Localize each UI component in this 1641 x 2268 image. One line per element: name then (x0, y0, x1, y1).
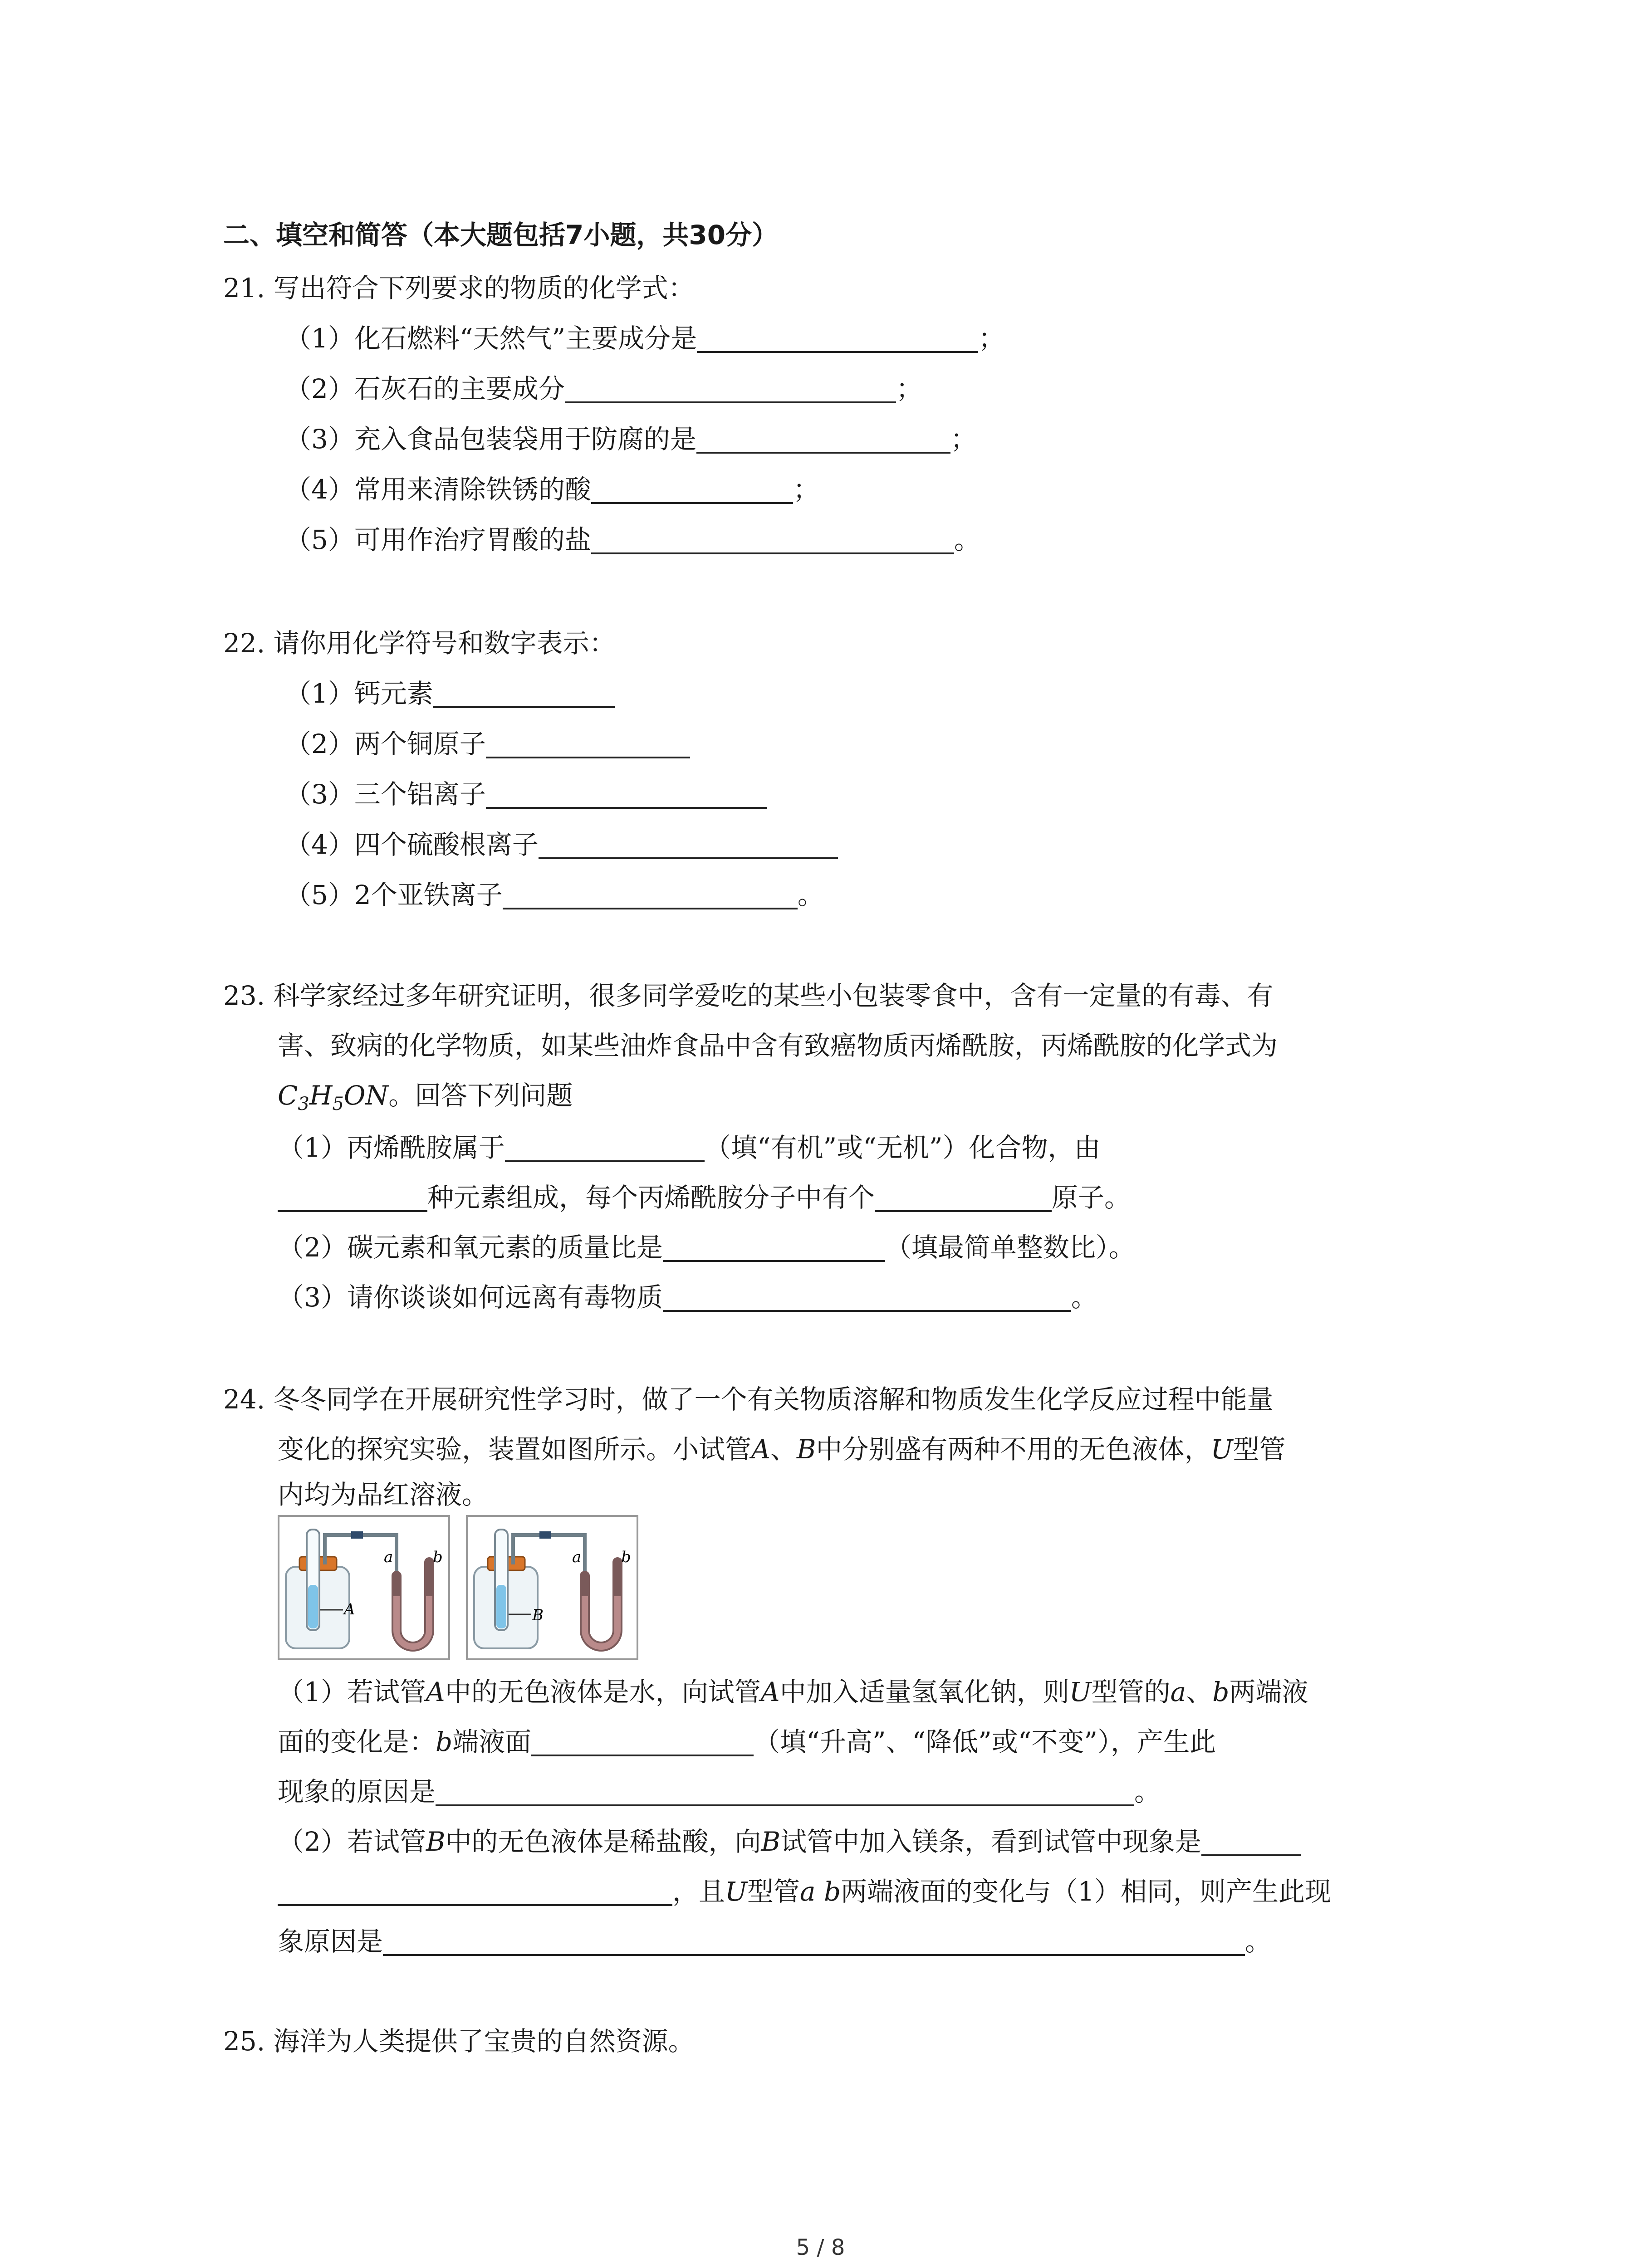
label-a: a (572, 1548, 582, 1566)
q24-p2-l2c: 两端液面的变化与（1）相同，则产生此现 (841, 1876, 1331, 1907)
var-u: U (1069, 1677, 1092, 1707)
q24-p2-l1a: （2）若试管 (278, 1826, 426, 1857)
q24-part-1-line-2 (278, 1724, 1216, 1760)
q24-p2-l1c: 试管中加入镁条，看到试管中现象是 (780, 1826, 1202, 1857)
q23-p2a: （2）碳元素和氧元素的质量比是 (278, 1232, 663, 1263)
answer-blank[interactable] (436, 1776, 1134, 1806)
answer-blank[interactable] (503, 880, 798, 909)
q23-p1b: （填“有机”或“无机”）化合物，由 (704, 1132, 1101, 1163)
q23-part-3 (278, 1279, 1097, 1315)
q24-part-2-line-2 (278, 1873, 1331, 1910)
q22-item-5-end: 。 (797, 880, 824, 910)
var-b: B (761, 1826, 781, 1857)
q24-p1-l1e: 两端液 (1229, 1677, 1308, 1707)
q23-p3a: （3）请你谈谈如何远离有毒物质 (278, 1282, 663, 1313)
q21-item-4 (285, 471, 819, 508)
q24-line-3: 内均为品红溶液。 (278, 1479, 489, 1510)
answer-blank[interactable] (875, 1182, 1052, 1212)
answer-blank[interactable] (1201, 1826, 1301, 1856)
q24-p1-l2a: 面的变化是： (278, 1726, 436, 1757)
q23-p1d: 原子。 (1052, 1182, 1131, 1213)
q22-stem: 22. 请你用化学符号和数字表示： (223, 628, 616, 659)
q24-p1-l3a: 现象的原因是 (278, 1776, 436, 1807)
q21-item-1-text: （1）化石燃料“天然气”主要成分是 (285, 323, 697, 354)
var-a: A (426, 1677, 445, 1707)
q24-part-1-line-1 (278, 1674, 1308, 1710)
q21-item-5 (285, 522, 980, 558)
q22-item-1 (285, 675, 615, 712)
var-a: A (751, 1434, 770, 1465)
q22-item-5 (285, 877, 824, 913)
q21-item-5-end: 。 (954, 524, 980, 555)
var-a-lower: a (799, 1876, 816, 1907)
q24-line-1: 24. 冬冬同学在开展研究性学习时，做了一个有关物质溶解和物质发生化学反应过程中能量 (223, 1384, 1274, 1415)
clamp-icon (351, 1531, 363, 1539)
q21-item-5-text: （5）可用作治疗胃酸的盐 (285, 524, 591, 555)
var-b: B (426, 1826, 446, 1857)
q21-item-2-text: （2）石灰石的主要成分 (285, 373, 565, 404)
q23-part-1-line-2 (278, 1179, 1131, 1216)
formula-h: H (309, 1080, 333, 1111)
q24-p2-l2b: 型管 (747, 1876, 800, 1907)
answer-blank[interactable] (591, 474, 793, 504)
apparatus-a-drawing (279, 1517, 448, 1658)
answer-blank[interactable] (663, 1232, 885, 1262)
u-tube-icon (585, 1562, 617, 1647)
formula-c-sub: 3 (298, 1094, 309, 1114)
answer-blank[interactable] (539, 829, 838, 859)
q24-p1-l1a: （1）若试管 (278, 1677, 426, 1707)
q23-line-3 (278, 1077, 573, 1114)
answer-blank[interactable] (383, 1926, 1245, 1956)
q21-stem: 21. 写出符合下列要求的物质的化学式： (223, 273, 695, 303)
var-b-lower: b (436, 1726, 453, 1757)
q24-p2-l2a: ，且 (672, 1876, 725, 1907)
q23-line-2: 害、致病的化学物质，如某些油炸食品中含有致癌物质丙烯酰胺，丙烯酰胺的化学式为 (278, 1030, 1278, 1061)
q21-item-3 (285, 421, 977, 457)
separator: 、 (1186, 1677, 1213, 1707)
q24-p1-l1d: 型管的 (1091, 1677, 1171, 1707)
answer-blank[interactable] (565, 373, 896, 403)
q22-item-4 (285, 826, 838, 863)
u-tube-icon (397, 1562, 429, 1647)
q24-p1-l2b: 端液面 (452, 1726, 532, 1757)
q24-p2-l3a: 象原因是 (278, 1926, 383, 1957)
q24-part-2-line-3 (278, 1923, 1271, 1960)
q22-item-5-text: （5）2个亚铁离子 (285, 880, 503, 910)
tube-liquid (496, 1585, 506, 1628)
answer-blank[interactable] (591, 524, 954, 554)
q23-p1a: （1）丙烯酰胺属于 (278, 1132, 505, 1163)
var-b-lower: b (823, 1876, 841, 1907)
q22-item-2-text: （2）两个铜原子 (285, 728, 486, 759)
q21-item-3-text: （3）充入食品包装袋用于防腐的是 (285, 424, 696, 455)
var-a: A (760, 1677, 780, 1707)
answer-blank[interactable] (505, 1132, 705, 1162)
answer-blank[interactable] (531, 1726, 754, 1756)
q24-part-1-line-3 (278, 1774, 1161, 1810)
q21-item-4-text: （4）常用来清除铁锈的酸 (285, 474, 591, 505)
q24-p1-l1c: 中加入适量氢氧化钠，则 (779, 1677, 1069, 1707)
q24-p2-l1b: 中的无色液体是稀盐酸，向 (445, 1826, 761, 1857)
label-a-tube: A (344, 1600, 355, 1618)
section-title: 二、填空和简答（本大题包括7小题，共30分） (223, 220, 779, 250)
formula (278, 1080, 389, 1114)
answer-blank[interactable] (663, 1282, 1071, 1312)
answer-blank[interactable] (696, 424, 950, 454)
q21-item-1 (285, 320, 1004, 357)
q24-p1-l1b: 中的无色液体是水，向试管 (445, 1677, 761, 1707)
q25-stem: 25. 海洋为人类提供了宝贵的自然资源。 (223, 2026, 695, 2057)
apparatus-b-drawing (468, 1517, 637, 1658)
q24-p2-l3b: 。 (1245, 1926, 1272, 1957)
label-b-tube: B (532, 1606, 544, 1624)
tube-liquid (308, 1585, 318, 1628)
label-b: b (621, 1548, 631, 1566)
answer-blank[interactable] (486, 728, 690, 758)
q23-part-2 (278, 1229, 1135, 1266)
var-u: U (1210, 1434, 1233, 1465)
q23-p1c: 种元素组成，每个丙烯酰胺分子中有个 (427, 1182, 875, 1213)
q21-item-2-end: ； (896, 373, 922, 404)
var-u: U (725, 1876, 747, 1907)
answer-blank[interactable] (278, 1182, 427, 1212)
q24-line-2b: 中分别盛有两种不用的无色液体， (816, 1434, 1211, 1465)
q21-item-3-end: ； (950, 424, 977, 455)
q23-line-1: 23. 科学家经过多年研究证明，很多同学爱吃的某些小包装零食中，含有一定量的有毒、有 (223, 980, 1274, 1011)
answer-blank[interactable] (278, 1876, 672, 1906)
apparatus-figure-a (278, 1515, 450, 1660)
q23-part-1-line-1 (278, 1129, 1101, 1166)
q24-p1-l2c: （填“升高”、“降低”或“不变”），产生此 (754, 1726, 1216, 1757)
q21-item-4-end: ； (793, 474, 819, 505)
var-b-lower: b (1212, 1677, 1230, 1707)
answer-blank[interactable] (486, 779, 767, 809)
answer-blank[interactable] (697, 323, 978, 353)
q22-item-3-text: （3）三个铝离子 (285, 779, 486, 810)
q22-item-2 (285, 726, 690, 762)
q22-item-3 (285, 776, 767, 812)
clamp-icon (539, 1531, 551, 1539)
label-b: b (433, 1548, 443, 1566)
answer-blank[interactable] (433, 678, 615, 708)
q23-p2b: （填最简单整数比）。 (885, 1232, 1135, 1263)
var-b: B (796, 1434, 816, 1465)
q24-line-2a: 变化的探究实验，装置如图所示。小试管 (278, 1434, 752, 1465)
page-number: 5 / 8 (796, 2235, 845, 2260)
q24-part-2-line-1 (278, 1823, 1301, 1860)
q22-item-1-text: （1）钙元素 (285, 678, 433, 709)
q22-item-4-text: （4）四个硫酸根离子 (285, 829, 539, 860)
separator: 、 (770, 1434, 797, 1465)
formula-h-sub: 5 (332, 1094, 344, 1114)
q21-item-2 (285, 371, 922, 407)
q21-item-1-end: ； (978, 323, 1005, 354)
apparatus-figure-b (466, 1515, 638, 1660)
q24-p1-l3b: 。 (1134, 1776, 1161, 1807)
label-a: a (384, 1548, 393, 1566)
q23-p3b: 。 (1071, 1282, 1097, 1313)
var-a-lower: a (1170, 1677, 1186, 1707)
q23-line-3-tail: 。回答下列问题 (388, 1080, 573, 1111)
q24-line-2 (278, 1431, 1285, 1467)
q24-line-2c: 型管 (1233, 1434, 1286, 1465)
formula-rest: ON (343, 1080, 389, 1111)
formula-c: C (278, 1080, 298, 1111)
